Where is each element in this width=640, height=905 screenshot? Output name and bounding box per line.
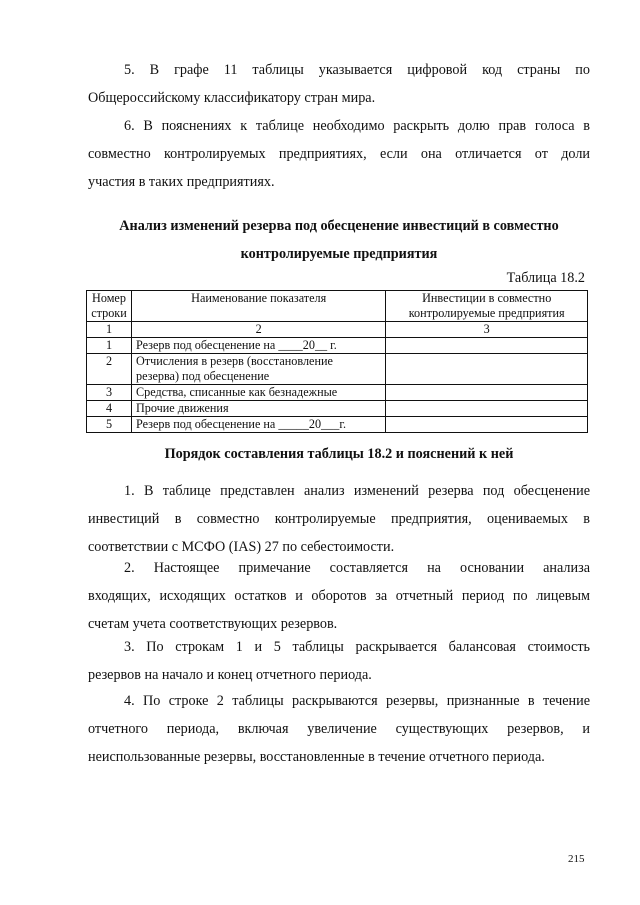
paragraph-line: неиспользованные резервы, восстановленные в течение отчетного периода.: [88, 749, 545, 765]
paragraph-line: счетам учета соответствующих резервов.: [88, 616, 338, 632]
table-header-row: [87, 291, 588, 322]
procedure-paragraph-4: [88, 687, 590, 771]
header-row-number: [87, 291, 132, 322]
row-value: [386, 417, 588, 433]
procedure-paragraph-1: [88, 477, 590, 561]
procedure-title: Порядок составления таблицы 18.2 и пояснений к ней: [164, 446, 514, 462]
header-text: Номер: [92, 291, 126, 305]
paragraph-line: 4. По строке 2 таблицы раскрываются резервы, признанные в течение: [124, 693, 590, 709]
row-label: Средства, списанные как безнадежные: [131, 385, 385, 401]
table-row: [87, 417, 588, 433]
row-value: [386, 385, 588, 401]
row-number: 5: [87, 417, 132, 433]
paragraph-line: резервов на начало и конец отчетного периода.: [88, 667, 372, 683]
column-number: 3: [386, 322, 588, 338]
paragraph-line: участия в таких предприятиях.: [88, 174, 275, 190]
table-row: [87, 354, 588, 385]
procedure-paragraph-2: [88, 554, 590, 638]
row-value: [386, 338, 588, 354]
column-number: 1: [87, 322, 132, 338]
section-title: [88, 218, 590, 235]
row-number: 2: [87, 354, 132, 385]
row-value: [386, 354, 588, 385]
page-number: 215: [568, 853, 585, 865]
paragraph-5: [88, 56, 590, 112]
section-title-line: Анализ изменений резерва под обесценение инвестиций в совместно: [119, 218, 559, 234]
header-text: Инвестиции в совместно: [422, 291, 552, 305]
table-row: [87, 401, 588, 417]
table-row: [87, 338, 588, 354]
header-text: строки: [91, 306, 127, 320]
paragraph-line: 3. По строкам 1 и 5 таблицы раскрывается балансовая стоимость: [124, 639, 590, 655]
row-value: [386, 401, 588, 417]
column-number: 2: [131, 322, 385, 338]
row-number: 4: [87, 401, 132, 417]
table-numbering-row: [87, 322, 588, 338]
paragraph-line: 2. Настоящее примечание составляется на основании анализа: [124, 560, 590, 576]
row-number: 1: [87, 338, 132, 354]
paragraph-line: 1. В таблице представлен анализ изменений резерва под обесценение: [124, 483, 590, 499]
section-title-line: контролируемые предприятия: [240, 246, 438, 262]
row-label-line: резерва) под обесценение: [135, 369, 270, 383]
procedure-paragraph-3: [88, 633, 590, 689]
paragraph-line: 5. В графе 11 таблицы указывается цифровой код страны по: [124, 62, 590, 78]
paragraph-line: соответствии с МСФО (IAS) 27 по себестоимости.: [88, 539, 395, 555]
paragraph-line: инвестиций в совместно контролируемые предприятия, оцениваемых в: [88, 511, 590, 527]
row-label: [131, 354, 385, 385]
data-table: [86, 290, 588, 433]
row-label: Резерв под обесценение на _____20___г.: [131, 417, 385, 433]
paragraph-line: 6. В пояснениях к таблице необходимо раскрыть долю прав голоса в: [124, 118, 590, 134]
row-number: 3: [87, 385, 132, 401]
row-label: Прочие движения: [131, 401, 385, 417]
paragraph-line: входящих, исходящих остатков и оборотов за отчетный период по лицевым: [88, 588, 590, 604]
row-label-line: Отчисления в резерв (восстановление: [135, 354, 333, 368]
paragraph-line: Общероссийскому классификатору стран мира.: [88, 90, 376, 106]
paragraph-line: отчетного периода, включая увеличение существующих резервов, и: [88, 721, 590, 737]
row-label: Резерв под обесценение на ____20__ г.: [131, 338, 385, 354]
section-title-continued: [88, 246, 590, 263]
table-label: Таблица 18.2: [506, 270, 585, 286]
header-investments: [386, 291, 588, 322]
paragraph-line: совместно контролируемых предприятиях, если она отличается от доли: [88, 146, 590, 162]
header-text: контролируемые предприятия: [408, 306, 565, 320]
paragraph-6: [88, 112, 590, 196]
table-row: [87, 385, 588, 401]
header-indicator: Наименование показателя: [131, 291, 385, 322]
